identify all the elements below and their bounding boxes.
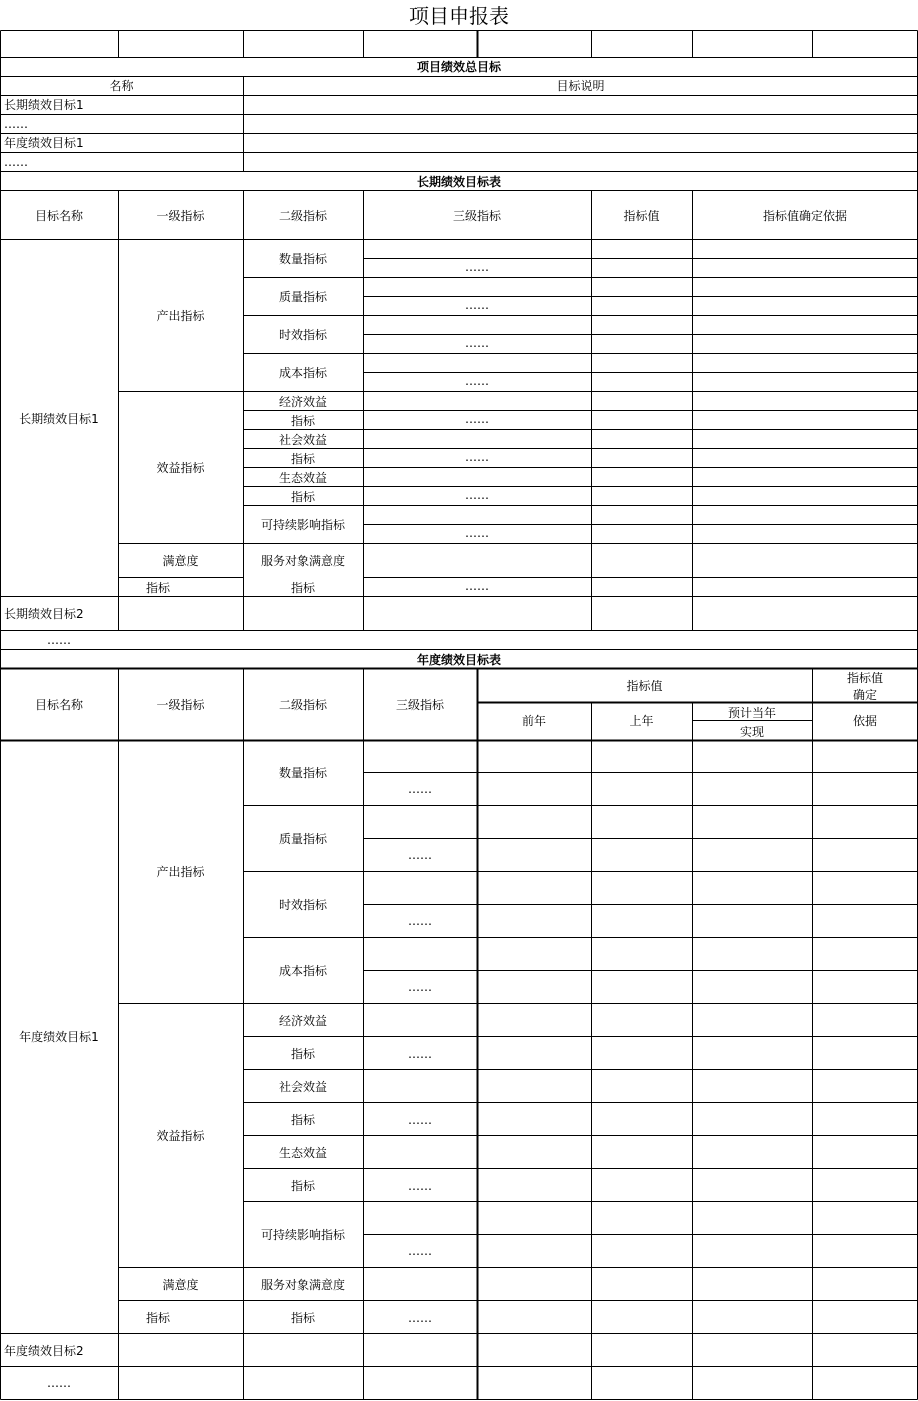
col-header-name: 名称 (109, 79, 134, 93)
an-header-level2: 二级指标 (278, 698, 327, 712)
lt-satisfaction-b: 指标 (146, 581, 171, 595)
total-goal-row-long-term-1: 长期绩效目标1 (4, 98, 84, 112)
lt-l3-ellipsis-9: …… (465, 579, 489, 593)
section-title-total-goal: 项目绩效总目标 (416, 60, 501, 74)
an-service-satisfaction: 服务对象满意度 (260, 1278, 345, 1292)
lt-header-level3: 三级指标 (452, 209, 501, 223)
page-title: 项目申报表 (409, 4, 509, 28)
an-benefit-indicator: 效益指标 (156, 1129, 205, 1143)
lt-l3-ellipsis-8: …… (465, 526, 489, 540)
lt-output-indicator: 产出指标 (156, 309, 205, 323)
section-title-long-term: 长期绩效目标表 (416, 175, 501, 189)
lt-satisfaction: 满意度 (162, 554, 199, 568)
an-social-benefit: 社会效益 (278, 1080, 327, 1094)
lt-header-level1: 一级指标 (156, 209, 205, 223)
an-sustainable-indicator: 可持续影响指标 (260, 1228, 345, 1242)
an-l3-ellipsis-4: …… (408, 980, 432, 994)
an-header-basis-mid: 确定 (852, 688, 877, 702)
lt-economic-benefit-b: 指标 (290, 414, 315, 428)
lt-goal-2: 长期绩效目标2 (4, 607, 84, 621)
lt-quantity-indicator: 数量指标 (278, 252, 327, 266)
an-quality-indicator: 质量指标 (278, 832, 327, 846)
col-header-goal-description: 目标说明 (556, 79, 605, 93)
an-satisfaction: 满意度 (162, 1278, 199, 1292)
an-l3-ellipsis-9: …… (408, 1311, 432, 1325)
lt-l3-ellipsis-3: …… (465, 336, 489, 350)
an-goal-2: 年度绩效目标2 (4, 1344, 84, 1358)
an-l3-ellipsis-6: …… (408, 1113, 432, 1127)
an-l3-ellipsis-2: …… (408, 848, 432, 862)
lt-l3-ellipsis-6: …… (465, 450, 489, 464)
an-header-basis-top: 指标值 (846, 671, 883, 685)
lt-header-goal-name: 目标名称 (34, 209, 83, 223)
lt-header-level2: 二级指标 (278, 209, 327, 223)
an-goal-more: …… (47, 1376, 71, 1390)
lt-l3-ellipsis-2: …… (465, 298, 489, 312)
an-header-last-year: 上年 (629, 714, 654, 728)
lt-sustainable-indicator: 可持续影响指标 (260, 518, 345, 532)
an-ecological-benefit: 生态效益 (278, 1146, 327, 1160)
lt-goal-1: 长期绩效目标1 (19, 412, 99, 426)
lt-l3-ellipsis-1: …… (465, 260, 489, 274)
lt-l3-ellipsis-7: …… (465, 488, 489, 502)
an-header-basis-bottom: 依据 (852, 714, 877, 728)
an-header-prev-year: 前年 (521, 714, 546, 728)
lt-social-benefit-b: 指标 (290, 452, 315, 466)
lt-ecological-benefit-b: 指标 (290, 490, 315, 504)
lt-quality-indicator: 质量指标 (278, 290, 327, 304)
an-quantity-indicator: 数量指标 (278, 766, 327, 780)
lt-service-satisfaction: 服务对象满意度 (260, 554, 345, 568)
lt-cost-indicator: 成本指标 (278, 366, 327, 380)
lt-goal-more: …… (47, 633, 71, 647)
an-l3-ellipsis-8: …… (408, 1244, 432, 1258)
lt-social-benefit: 社会效益 (278, 433, 327, 447)
section-title-annual: 年度绩效目标表 (416, 653, 501, 667)
lt-l3-ellipsis-5: …… (465, 412, 489, 426)
an-social-benefit-b: 指标 (290, 1113, 315, 1127)
lt-economic-benefit: 经济效益 (278, 395, 327, 409)
an-l3-ellipsis-1: …… (408, 782, 432, 796)
lt-l3-ellipsis-4: …… (465, 374, 489, 388)
lt-service-satisfaction-b: 指标 (290, 581, 315, 595)
an-header-expected-top: 预计当年 (727, 706, 776, 720)
an-timeliness-indicator: 时效指标 (278, 898, 327, 912)
lt-benefit-indicator: 效益指标 (156, 461, 205, 475)
an-satisfaction-b: 指标 (146, 1311, 171, 1325)
an-cost-indicator: 成本指标 (278, 964, 327, 978)
an-economic-benefit-b: 指标 (290, 1047, 315, 1061)
an-ecological-benefit-b: 指标 (290, 1179, 315, 1193)
an-service-satisfaction-b: 指标 (290, 1311, 315, 1325)
an-header-indicator-value: 指标值 (626, 679, 663, 693)
an-header-goal-name: 目标名称 (34, 698, 83, 712)
lt-header-value-basis: 指标值确定依据 (762, 209, 847, 223)
an-economic-benefit: 经济效益 (278, 1014, 327, 1028)
total-goal-row-ellipsis-2: …… (4, 155, 28, 169)
total-goal-row-ellipsis-1: …… (4, 117, 28, 131)
an-header-level1: 一级指标 (156, 698, 205, 712)
lt-timeliness-indicator: 时效指标 (278, 328, 327, 342)
an-l3-ellipsis-7: …… (408, 1179, 432, 1193)
an-l3-ellipsis-3: …… (408, 914, 432, 928)
lt-ecological-benefit: 生态效益 (278, 471, 327, 485)
total-goal-row-annual-1: 年度绩效目标1 (4, 136, 84, 150)
an-l3-ellipsis-5: …… (408, 1047, 432, 1061)
an-header-level3: 三级指标 (395, 698, 444, 712)
lt-header-indicator-value: 指标值 (623, 209, 660, 223)
an-output-indicator: 产出指标 (156, 865, 205, 879)
an-goal-1: 年度绩效目标1 (19, 1030, 99, 1044)
an-header-expected-bottom: 实现 (739, 725, 764, 739)
